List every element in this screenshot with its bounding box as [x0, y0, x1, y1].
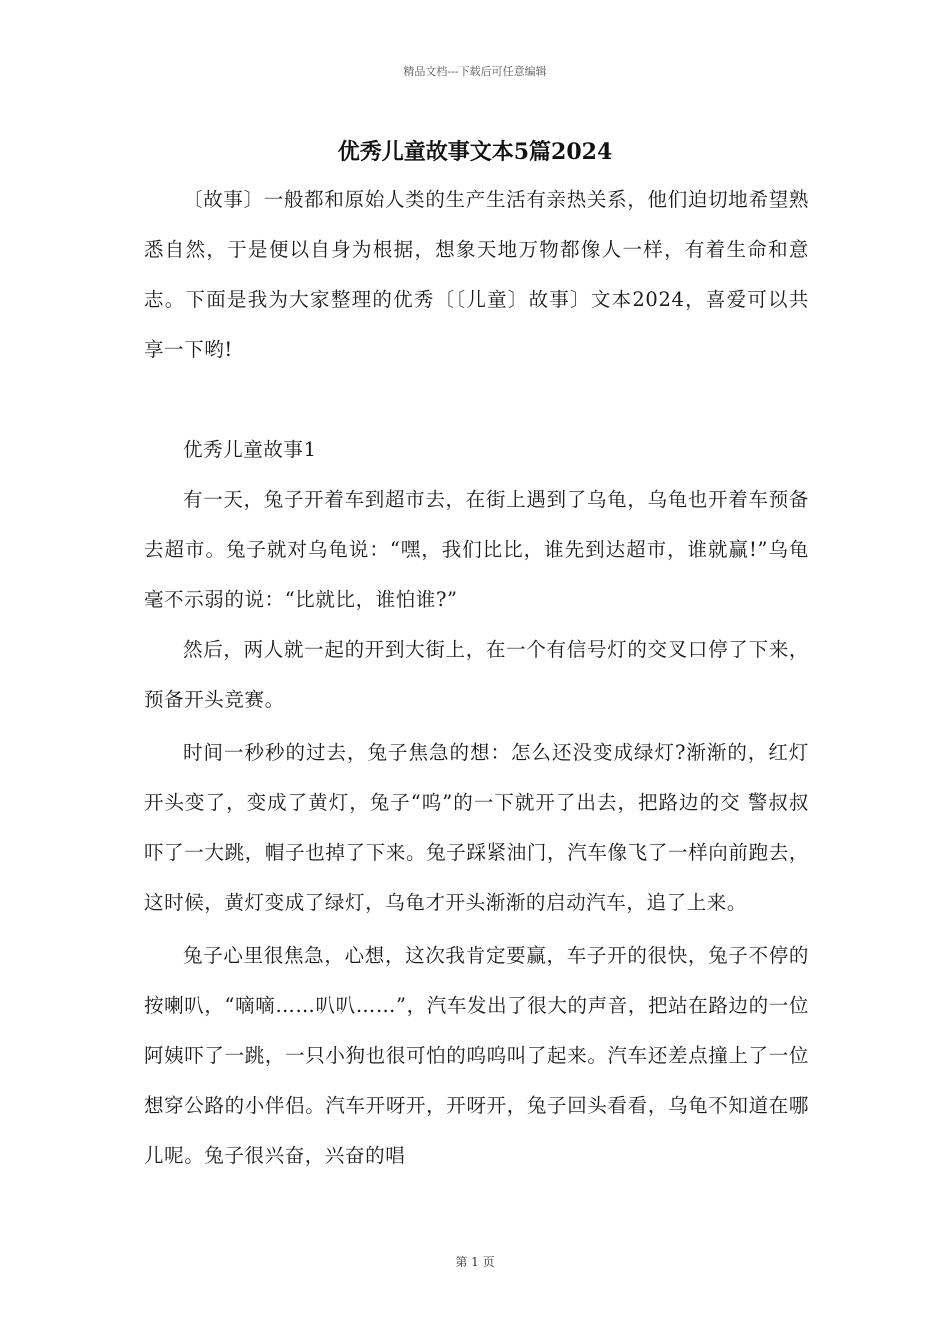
intro-paragraph: 〔故事〕一般都和原始人类的生产生活有亲热关系，他们迫切地希望熟悉自然，于是便以自身为根据，想象天地万物都像人一样，有着生命和意志。下面是我为大家整理的优秀〔〔儿童〕故事〕文本2024，喜爱可以共享一下哟! — [144, 188, 809, 361]
page-header: 精品文档---下载后可任意编辑 — [403, 65, 547, 78]
document-body — [144, 175, 809, 1181]
story-paragraph: 然后，两人就一起的开到大街上，在一个有信号灯的交叉口停了下来，预备开头竞赛。 — [144, 638, 809, 711]
story-paragraph: 有一天，兔子开着车到超市去，在街上遇到了乌龟，乌龟也开着车预备去超市。兔子就对乌龟说：“嘿，我们比比，谁先到达超市，谁就赢!”乌龟毫不示弱的说：“比就比，谁怕谁?” — [144, 488, 809, 611]
page-number: 第 1 页 — [455, 1255, 495, 1269]
section-heading: 优秀儿童故事1 — [183, 438, 317, 461]
story-paragraph: 兔子心里很焦急，心想，这次我肯定要赢，车子开的很快，兔子不停的按喇叭，“嘀嘀……叭叭……”，汽车发出了很大的声音，把站在路边的一位阿姨吓了一跳，一只小狗也很可怕的呜呜叫了起来。汽车还差点撞上了一位想穿公路的小伴侣。汽车开呀开，开呀开，兔子回头看看，乌龟不知道在哪儿呢。兔子很兴奋，兴奋的唱 — [144, 944, 809, 1167]
document-title: 优秀儿童故事文本5篇2024 — [337, 139, 613, 165]
story-paragraph: 时间一秒秒的过去，兔子焦急的想：怎么还没变成绿灯?渐渐的，红灯开头变了，变成了黄灯，兔子“呜”的一下就开了出去，把路边的交 警叔叔吓了一大跳，帽子也掉了下来。兔子踩紧油门，汽车像飞了一样向前跑去，这时候，黄灯变成了绿灯，乌龟才开头渐渐的启动汽车，追了上来。 — [144, 741, 809, 914]
